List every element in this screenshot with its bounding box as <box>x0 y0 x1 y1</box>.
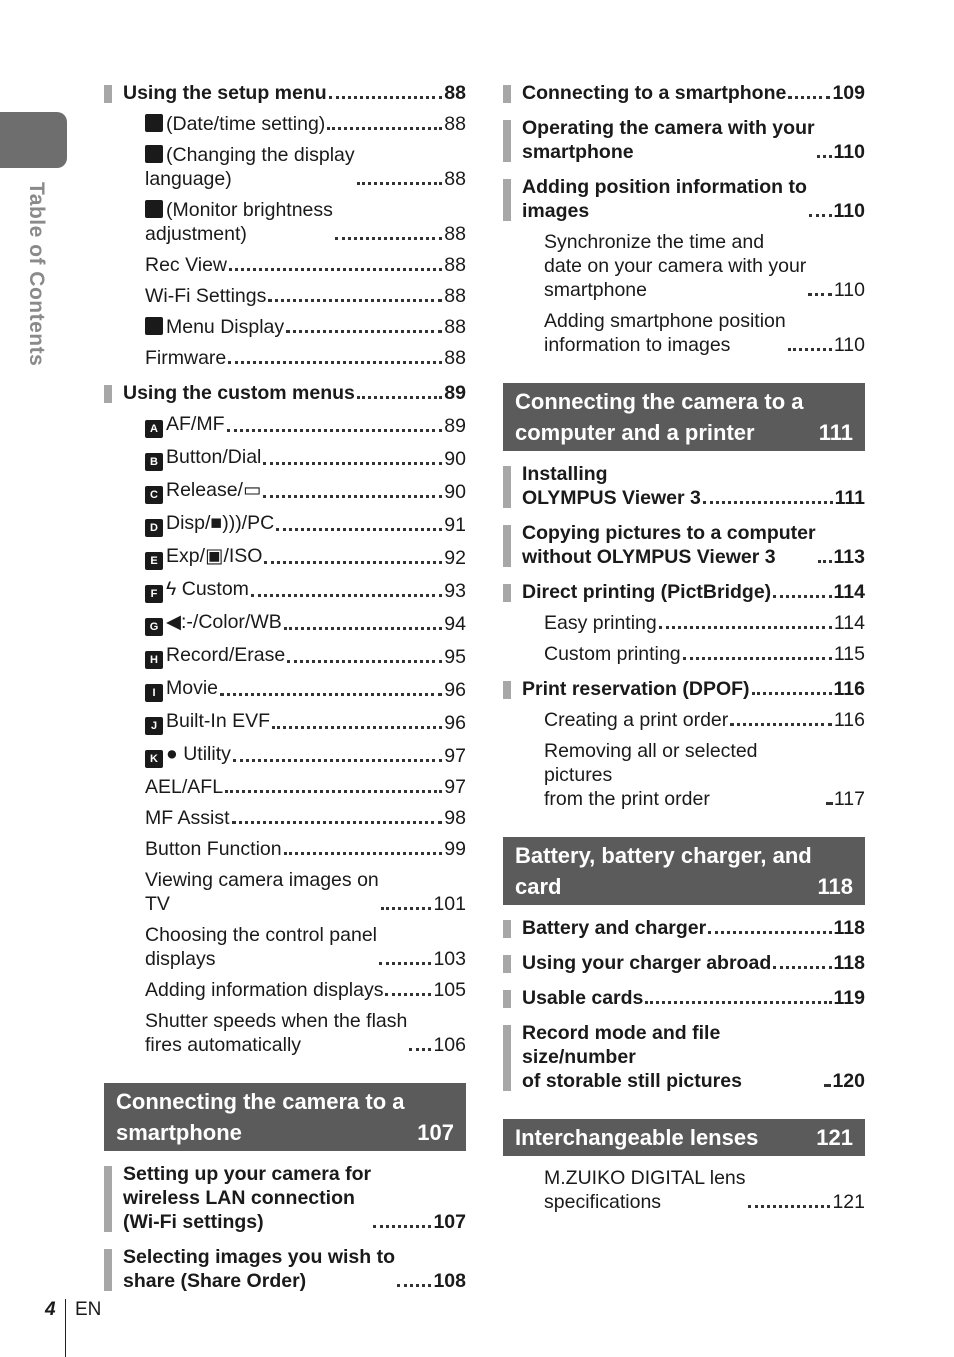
toc-subentry[interactable] <box>104 445 466 471</box>
entry-title: Exp/▣/ISO <box>166 545 263 567</box>
section-band[interactable] <box>503 383 865 451</box>
entry-text-wrap <box>522 462 701 510</box>
dot-leader <box>824 1084 830 1087</box>
dot-leader <box>409 1048 431 1051</box>
toc-subentry[interactable] <box>503 1166 865 1214</box>
toc-subentry[interactable] <box>104 143 466 191</box>
dot-leader <box>229 268 442 271</box>
entry-text-wrap <box>123 381 355 405</box>
toc-subentry[interactable] <box>104 709 466 735</box>
entry-title: AF/MF <box>166 413 225 435</box>
custom-menu-j-icon: J <box>145 717 163 735</box>
entry-text-wrap <box>145 284 266 308</box>
entry-title: Creating a print order <box>544 709 729 731</box>
entry-title: Adding smartphone position information to images <box>544 310 786 356</box>
entry-title: Adding position information to images <box>522 176 807 222</box>
dot-leader <box>287 660 442 663</box>
toc-column-right <box>503 70 865 1214</box>
entry-title: Disp/■)))/PC <box>166 512 275 534</box>
entry-page: 120 <box>832 1070 865 1092</box>
entry-title: Record mode and file size/number of storable still pictures <box>522 1022 742 1092</box>
entry-page: 114 <box>833 581 865 603</box>
dot-leader <box>284 852 443 855</box>
section-page: 118 <box>817 874 853 899</box>
custom-menu-f-icon: F <box>145 585 163 603</box>
entry-text-wrap <box>522 521 816 569</box>
entry-title: Connecting to a smartphone <box>522 82 787 104</box>
entry-title: Button/Dial <box>166 446 262 468</box>
entry-page: 108 <box>433 1270 466 1292</box>
dot-leader <box>397 1284 431 1287</box>
entry-text-wrap <box>145 837 282 861</box>
toc-subentry[interactable] <box>104 1009 466 1057</box>
toc-heading[interactable] <box>104 1162 466 1234</box>
toc-subentry[interactable] <box>503 739 865 811</box>
toc-subentry[interactable] <box>503 642 865 666</box>
entry-title: (Monitor brightness adjustment) <box>145 199 333 245</box>
entry-title: Menu Display <box>166 316 285 338</box>
section-title: Connecting the camera to a computer and a printer <box>515 389 804 445</box>
dot-leader <box>251 594 442 597</box>
entry-text-wrap <box>544 611 657 635</box>
custom-menu-h-icon: H <box>145 651 163 669</box>
toc-subentry[interactable] <box>104 775 466 799</box>
entry-text-wrap <box>145 511 274 537</box>
entry-title: ◀:-/Color/WB <box>166 611 282 633</box>
toc-heading[interactable] <box>104 381 466 405</box>
custom-menu-d-icon: D <box>145 519 163 537</box>
dot-leader <box>752 692 832 695</box>
custom-menu-g-icon: G <box>145 618 163 636</box>
entry-text-wrap <box>123 81 327 105</box>
toc-heading[interactable] <box>503 1021 865 1093</box>
entry-text-wrap <box>145 868 379 916</box>
entry-page: 90 <box>444 481 466 503</box>
entry-page: 96 <box>444 679 466 701</box>
entry-text-wrap <box>145 709 270 735</box>
section-title: Interchangeable lenses <box>515 1125 759 1150</box>
dot-leader <box>335 237 442 240</box>
toc-subentry[interactable] <box>104 544 466 570</box>
dot-leader <box>683 657 832 660</box>
dot-leader <box>659 626 832 629</box>
entry-text-wrap <box>145 315 284 339</box>
entry-page: 89 <box>444 415 466 437</box>
entry-page: 110 <box>833 200 865 222</box>
entry-text-wrap <box>145 143 355 191</box>
entry-page: 98 <box>444 807 466 829</box>
section-title: Connecting the camera to a smartphone <box>116 1089 405 1145</box>
entry-text-wrap <box>544 642 681 666</box>
entry-text-wrap <box>145 742 231 768</box>
footer-divider <box>65 1299 66 1357</box>
entry-page: 91 <box>444 514 466 536</box>
entry-title: Operating the camera with your smartphone <box>522 117 815 163</box>
dot-leader <box>817 155 832 158</box>
entry-text-wrap <box>145 1009 407 1057</box>
section-page: 107 <box>417 1120 454 1145</box>
entry-text-wrap <box>123 1162 371 1234</box>
dot-leader <box>276 528 442 531</box>
entry-page: 109 <box>832 82 865 104</box>
entry-page: 90 <box>444 448 466 470</box>
entry-title: M.ZUIKO DIGITAL lens specifications <box>544 1167 746 1213</box>
entry-page: 88 <box>444 285 466 307</box>
dot-leader <box>327 127 442 130</box>
section-page: 111 <box>818 420 853 445</box>
dot-leader <box>233 759 442 762</box>
dot-leader <box>232 821 443 824</box>
entry-page: 110 <box>833 279 865 301</box>
toc-subentry[interactable] <box>104 643 466 669</box>
toc-heading[interactable] <box>503 521 865 569</box>
entry-text-wrap <box>145 544 262 570</box>
toc-subentry[interactable] <box>503 611 865 635</box>
dot-leader <box>788 348 832 351</box>
entry-text-wrap <box>145 978 383 1002</box>
entry-text-wrap <box>145 346 226 370</box>
toc-subentry[interactable] <box>104 837 466 861</box>
toc-subentry[interactable] <box>104 346 466 370</box>
entry-title: Rec View <box>145 254 228 276</box>
dot-leader <box>773 595 831 598</box>
dot-leader <box>730 723 832 726</box>
entry-page: 113 <box>833 546 865 568</box>
entry-text-wrap <box>544 309 786 357</box>
entry-title: Using the setup menu <box>123 82 327 104</box>
entry-page: 97 <box>444 745 466 767</box>
entry-page: 118 <box>833 917 865 939</box>
entry-page: 88 <box>444 254 466 276</box>
dot-leader <box>357 396 442 399</box>
entry-title: Using your charger abroad <box>522 952 772 974</box>
entry-page: 88 <box>444 113 466 135</box>
dot-leader <box>809 214 832 217</box>
entry-title: Usable cards <box>522 987 644 1009</box>
entry-page: 111 <box>834 487 865 509</box>
toc-subentry[interactable] <box>104 610 466 636</box>
entry-title: Selecting images you wish to share (Share Order) <box>123 1246 395 1292</box>
entry-title: Choosing the control panel displays <box>145 924 377 970</box>
entry-page: 88 <box>444 316 466 338</box>
entry-text-wrap <box>522 986 643 1010</box>
entry-page: 88 <box>444 82 466 104</box>
dot-leader <box>826 802 832 805</box>
entry-title: Release/▭ <box>166 479 262 501</box>
entry-page: 99 <box>444 838 466 860</box>
entry-title: Record/Erase <box>166 644 286 666</box>
dot-leader <box>329 96 443 99</box>
entry-text-wrap <box>522 1021 822 1093</box>
entry-text-wrap <box>145 643 285 669</box>
dot-leader <box>773 966 831 969</box>
toc-subentry[interactable] <box>104 253 466 277</box>
toc-subentry[interactable] <box>104 284 466 308</box>
custom-menu-c-icon: C <box>145 486 163 504</box>
entry-text-wrap <box>544 708 728 732</box>
entry-title: Battery and charger <box>522 917 707 939</box>
toc-heading[interactable] <box>503 175 865 223</box>
entry-page: 103 <box>433 948 466 970</box>
side-tab <box>0 112 67 168</box>
entry-text-wrap <box>544 1166 746 1214</box>
entry-page: 105 <box>433 979 466 1001</box>
toc-subentry[interactable] <box>104 978 466 1002</box>
entry-text-wrap <box>145 112 325 136</box>
dot-leader <box>379 962 431 965</box>
entry-text-wrap <box>145 478 261 504</box>
entry-page: 88 <box>444 168 466 190</box>
custom-menu-e-icon: E <box>145 552 163 570</box>
language-label: EN <box>75 1299 102 1320</box>
entry-page: 96 <box>444 712 466 734</box>
dot-leader <box>272 726 442 729</box>
entry-text-wrap <box>522 580 771 604</box>
clock-icon <box>145 114 163 132</box>
language-icon <box>145 145 163 163</box>
entry-title: Adding information displays <box>145 979 384 1001</box>
entry-title: Viewing camera images on TV <box>145 869 379 915</box>
toc-subentry[interactable] <box>104 478 466 504</box>
dot-leader <box>373 1225 431 1228</box>
entry-title: Easy printing <box>544 612 657 634</box>
entry-page: 119 <box>833 987 865 1009</box>
entry-text-wrap <box>522 916 706 940</box>
entry-title: Button Function <box>145 838 282 860</box>
dot-leader <box>381 907 432 910</box>
entry-title: AEL/AFL <box>145 776 224 798</box>
dot-leader <box>263 462 442 465</box>
dot-leader <box>703 501 833 504</box>
toc-subentry[interactable] <box>104 577 466 603</box>
entry-text-wrap <box>522 677 750 701</box>
custom-menu-k-icon: K <box>145 750 163 768</box>
entry-page: 117 <box>833 788 865 810</box>
toc-heading[interactable] <box>503 951 865 975</box>
dot-leader <box>227 429 443 432</box>
dot-leader <box>708 931 831 934</box>
entry-page: 116 <box>833 709 865 731</box>
entry-page: 116 <box>833 678 865 700</box>
entry-title: Print reservation (DPOF) <box>522 678 750 700</box>
entry-page: 115 <box>833 643 865 665</box>
entry-text-wrap <box>145 577 249 603</box>
entry-title: Built-In EVF <box>166 710 271 732</box>
entry-text-wrap <box>522 81 786 105</box>
entry-page: 101 <box>433 893 466 915</box>
entry-text-wrap <box>123 1245 395 1293</box>
toc-subentry[interactable] <box>104 315 466 339</box>
entry-title: Movie <box>166 677 219 699</box>
entry-page: 92 <box>444 547 466 569</box>
toc-subentry[interactable] <box>104 923 466 971</box>
toc-subentry[interactable] <box>104 806 466 830</box>
dot-leader <box>264 561 442 564</box>
section-page: 121 <box>816 1125 853 1150</box>
toc-heading[interactable] <box>503 580 865 604</box>
custom-gear-icon <box>145 317 163 335</box>
toc-heading[interactable] <box>104 81 466 105</box>
dot-leader <box>268 299 442 302</box>
entry-text-wrap <box>544 230 806 302</box>
entry-title: Custom printing <box>544 643 681 665</box>
toc-subentry[interactable] <box>104 868 466 916</box>
entry-text-wrap <box>544 739 824 811</box>
toc-heading[interactable] <box>503 986 865 1010</box>
entry-text-wrap <box>522 116 815 164</box>
entry-page: 95 <box>444 646 466 668</box>
toc-subentry[interactable] <box>104 112 466 136</box>
entry-page: 94 <box>444 613 466 635</box>
entry-title: Direct printing (PictBridge) <box>522 581 772 603</box>
entry-page: 88 <box>444 347 466 369</box>
toc-subentry[interactable] <box>104 412 466 438</box>
entry-page: 121 <box>832 1191 865 1213</box>
toc-heading[interactable] <box>503 462 865 510</box>
monitor-brightness-icon <box>145 200 163 218</box>
entry-page: 110 <box>833 334 865 356</box>
toc-subentry[interactable] <box>104 511 466 537</box>
section-band[interactable] <box>104 1083 466 1151</box>
toc-subentry[interactable] <box>503 708 865 732</box>
dot-leader <box>263 495 442 498</box>
dot-leader <box>286 330 442 333</box>
entry-title: Installing OLYMPUS Viewer 3 <box>522 463 701 509</box>
entry-title: Wi-Fi Settings <box>145 285 267 307</box>
entry-title: Firmware <box>145 347 227 369</box>
entry-text-wrap <box>145 923 377 971</box>
toc-subentry[interactable] <box>104 742 466 768</box>
entry-text-wrap <box>145 198 333 246</box>
section-title: Battery, battery charger, and card <box>515 843 812 899</box>
dot-leader <box>748 1205 831 1208</box>
entry-title: (Date/time setting) <box>166 113 326 135</box>
toc-column-left <box>104 70 466 1293</box>
toc-subentry[interactable] <box>503 230 865 302</box>
entry-text-wrap <box>522 951 771 975</box>
toc-heading[interactable] <box>503 916 865 940</box>
entry-text-wrap <box>145 676 218 702</box>
entry-page: 89 <box>444 382 466 404</box>
toc-subentry[interactable] <box>104 676 466 702</box>
entry-title: (Changing the display language) <box>145 144 355 190</box>
entry-text-wrap <box>145 806 230 830</box>
dot-leader <box>357 182 443 185</box>
dot-leader <box>225 790 442 793</box>
toc-subentry[interactable] <box>503 309 865 357</box>
custom-menu-i-icon: I <box>145 684 163 702</box>
entry-title: ● Utility <box>166 743 231 765</box>
dot-leader <box>818 560 832 563</box>
toc-heading[interactable] <box>503 677 865 701</box>
toc-heading[interactable] <box>104 1245 466 1293</box>
entry-text-wrap <box>145 412 225 438</box>
dot-leader <box>228 361 442 364</box>
entry-text-wrap <box>145 253 227 277</box>
entry-page: 88 <box>444 223 466 245</box>
dot-leader <box>220 693 442 696</box>
side-tab-label: Table of Contents <box>25 182 48 367</box>
entry-title: Copying pictures to a computer without OLYMPUS Viewer 3 <box>522 522 816 568</box>
entry-text-wrap <box>145 775 223 799</box>
entry-page: 106 <box>433 1034 466 1056</box>
section-band[interactable] <box>503 837 865 905</box>
entry-title: Removing all or selected pictures from the print order <box>544 740 758 810</box>
entry-page: 110 <box>833 141 865 163</box>
dot-leader <box>645 1001 831 1004</box>
entry-page: 93 <box>444 580 466 602</box>
entry-title: ϟ Custom <box>166 578 249 600</box>
section-band[interactable] <box>503 1119 865 1156</box>
entry-page: 107 <box>433 1211 466 1233</box>
toc-subentry[interactable] <box>104 198 466 246</box>
entry-title: Shutter speeds when the flash fires automatically <box>145 1010 408 1056</box>
entry-title: Synchronize the time and date on your camera with your smartphone <box>544 231 807 301</box>
entry-title: Setting up your camera for wireless LAN connection (Wi-Fi settings) <box>123 1163 372 1233</box>
toc-heading[interactable] <box>503 116 865 164</box>
entry-title: MF Assist <box>145 807 230 829</box>
entry-page: 97 <box>444 776 466 798</box>
dot-leader <box>385 993 431 996</box>
entry-page: 118 <box>833 952 865 974</box>
entry-text-wrap <box>522 175 807 223</box>
entry-text-wrap <box>145 445 261 471</box>
custom-menu-a-icon: A <box>145 420 163 438</box>
entry-title: Using the custom menus <box>123 382 355 404</box>
dot-leader <box>808 293 832 296</box>
page-number: 4 <box>45 1299 56 1320</box>
entry-text-wrap <box>145 610 282 636</box>
dot-leader <box>788 96 830 99</box>
dot-leader <box>284 627 443 630</box>
custom-menu-b-icon: B <box>145 453 163 471</box>
toc-heading[interactable] <box>503 81 865 105</box>
entry-page: 114 <box>833 612 865 634</box>
